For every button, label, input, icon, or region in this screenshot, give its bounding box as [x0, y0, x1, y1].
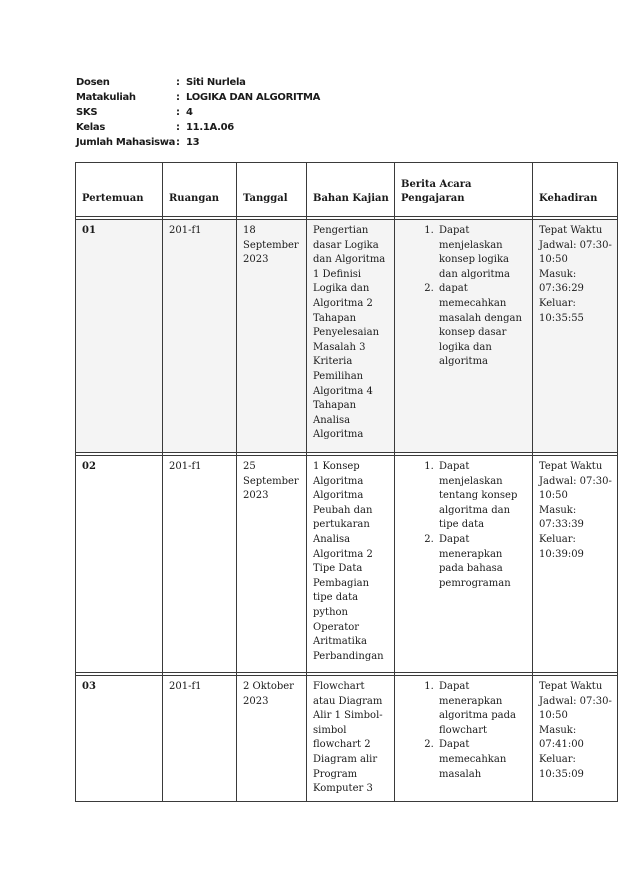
pertemuan-cell: 03 — [76, 676, 163, 802]
kelas-label: Kelas — [76, 122, 105, 133]
sks-value: 4 — [186, 107, 193, 118]
dosen-value: Siti Nurlela — [186, 77, 246, 88]
berita-acara-cell — [395, 220, 533, 453]
sks-row — [76, 105, 320, 120]
bahan-kajian-cell: 1 Konsep Algoritma Algoritma Peubah dan pertukaran Analisa Algoritma 2 Tipe Data Pembagian tipe data python Operator Aritmatika Perbandingan — [307, 456, 395, 673]
berita-item: 1. Dapat menjelaskan tentang konsep algoritma dan tipe data — [437, 460, 527, 533]
berita-item: 1. Dapat menerapkan algoritma pada flowchart — [437, 680, 527, 738]
table-row — [76, 676, 618, 802]
kehadiran-status: Tepat Waktu — [539, 681, 603, 692]
kehadiran-cell — [533, 456, 618, 673]
col-header-pertemuan: Pertemuan — [76, 163, 163, 217]
kehadiran-keluar: Keluar: 10:39:09 — [539, 533, 584, 560]
kehadiran-jadwal: Jadwal: 07:30-10:50 — [539, 475, 612, 502]
col-header-kehadiran: Kehadiran — [533, 163, 618, 217]
separator: : — [176, 107, 180, 118]
dosen-row — [76, 75, 320, 90]
berita-acara-cell — [395, 456, 533, 673]
jumlah-row — [76, 135, 320, 150]
berita-item: 2. Dapat menerapkan pada bahasa pemrograman — [437, 533, 527, 591]
col-header-ruangan: Ruangan — [163, 163, 237, 217]
kehadiran-jadwal: Jadwal: 07:30-10:50 — [539, 239, 612, 266]
separator: : — [176, 137, 180, 148]
separator: : — [176, 92, 180, 103]
kehadiran-jadwal: Jadwal: 07:30-10:50 — [539, 695, 612, 722]
table-row — [76, 220, 618, 453]
col-header-berita-acara: Berita Acara Pengajaran — [395, 163, 533, 217]
jumlah-label: Jumlah Mahasiswa — [76, 137, 176, 148]
kehadiran-keluar: Keluar: 10:35:09 — [539, 753, 584, 780]
berita-item: 2. Dapat memecahkan masalah — [437, 738, 527, 782]
berita-acara-cell — [395, 676, 533, 802]
ruangan-cell: 201-f1 — [163, 456, 237, 673]
col-header-tanggal: Tanggal — [237, 163, 307, 217]
kehadiran-status: Tepat Waktu — [539, 461, 603, 472]
berita-list — [401, 460, 527, 591]
matakuliah-label: Matakuliah — [76, 92, 136, 103]
kehadiran-masuk: Masuk: 07:36:29 — [539, 268, 584, 295]
dosen-label: Dosen — [76, 77, 110, 88]
berita-item: 2. dapat memecahkan masalah dengan konsep dasar logika dan algoritma — [437, 282, 527, 370]
ruangan-cell: 201-f1 — [163, 220, 237, 453]
kehadiran-cell — [533, 676, 618, 802]
tanggal-cell: 25 September 2023 — [237, 456, 307, 673]
tanggal-cell: 18 September 2023 — [237, 220, 307, 453]
matakuliah-value: LOGIKA DAN ALGORITMA — [186, 92, 321, 103]
separator: : — [176, 122, 180, 133]
bahan-kajian-cell: Flowchart atau Diagram Alir 1 Simbol-simbol flowchart 2 Diagram alir Program Komputer 3 — [307, 676, 395, 802]
course-info — [76, 75, 320, 150]
kehadiran-cell — [533, 220, 618, 453]
kehadiran-status: Tepat Waktu — [539, 225, 603, 236]
sks-label: SKS — [76, 107, 98, 118]
kehadiran-keluar: Keluar: 10:35:55 — [539, 297, 584, 324]
kelas-value: 11.1A.06 — [186, 122, 234, 133]
col-header-bahan-kajian: Bahan Kajian — [307, 163, 395, 217]
jumlah-value: 13 — [186, 137, 200, 148]
kelas-row — [76, 120, 320, 135]
attendance-table — [75, 162, 618, 802]
table-header-row — [76, 163, 618, 217]
matakuliah-row — [76, 90, 320, 105]
berita-item: 1. Dapat menjelaskan konsep logika dan algoritma — [437, 224, 527, 282]
table-row — [76, 456, 618, 673]
kehadiran-masuk: Masuk: 07:41:00 — [539, 724, 584, 751]
separator: : — [176, 77, 180, 88]
tanggal-cell: 2 Oktober 2023 — [237, 676, 307, 802]
berita-list — [401, 680, 527, 782]
pertemuan-cell: 01 — [76, 220, 163, 453]
pertemuan-cell: 02 — [76, 456, 163, 673]
kehadiran-masuk: Masuk: 07:33:39 — [539, 504, 584, 531]
bahan-kajian-cell: Pengertian dasar Logika dan Algoritma 1 Definisi Logika dan Algoritma 2 Tahapan Penyelesaian Masalah 3 Kriteria Pemilihan Algoritma 4 Tahapan Analisa Algoritma — [307, 220, 395, 453]
berita-list — [401, 224, 527, 370]
ruangan-cell: 201-f1 — [163, 676, 237, 802]
